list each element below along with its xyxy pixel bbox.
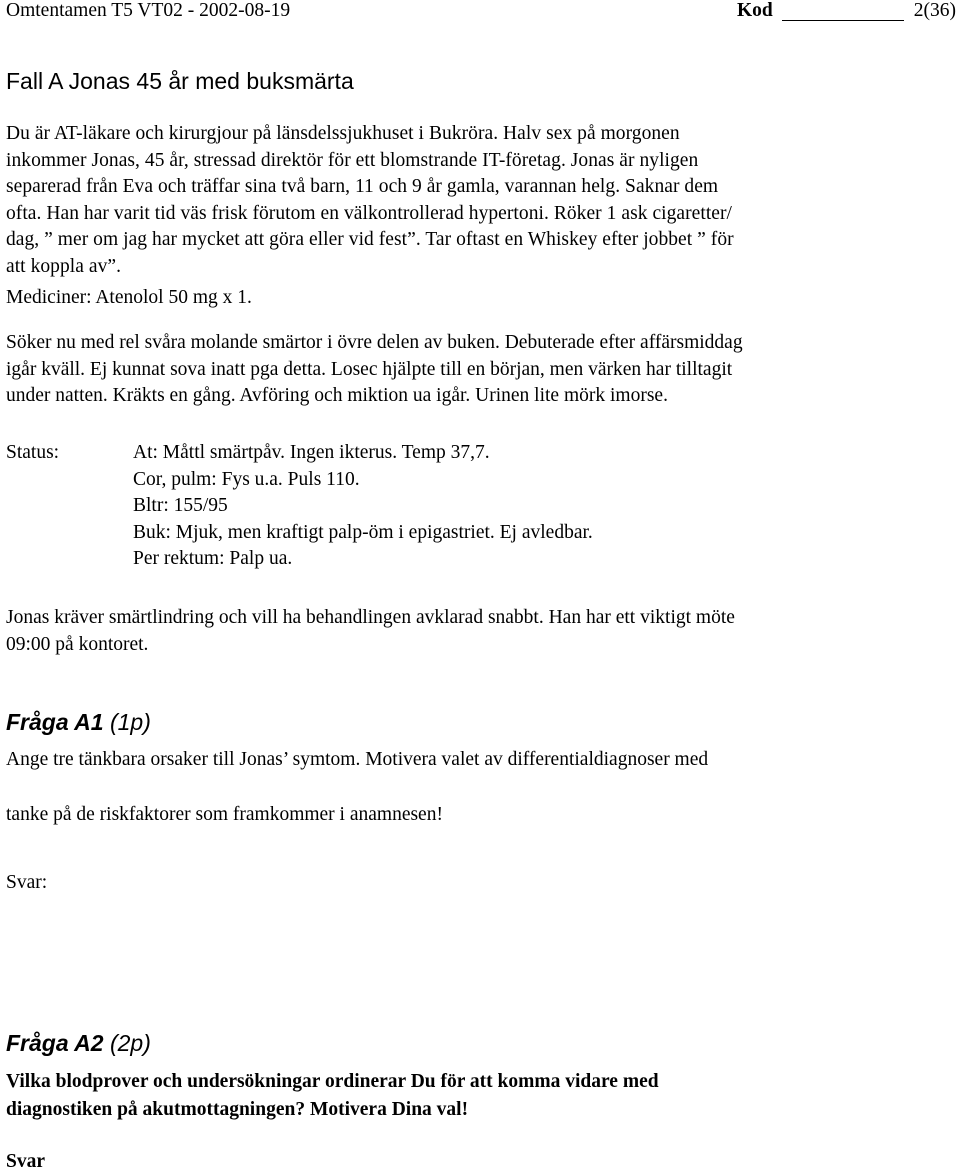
complaint-line: Söker nu med rel svåra molande smärtor i övre delen av buken. Debuterade efter affärsmiddag — [6, 332, 743, 353]
kod-answer-line — [782, 20, 904, 21]
status-label: Status: — [6, 442, 60, 463]
status-item: Cor, pulm: Fys u.a. Puls 110. — [133, 468, 360, 490]
question-a2-line: Vilka blodprover och undersökningar ordinerar Du för att komma vidare med — [6, 1071, 659, 1092]
case-intro — [6, 121, 954, 280]
page-number: 2(36) — [913, 0, 956, 21]
question-a2-text — [6, 1068, 659, 1124]
question-a1-points: (1p) — [109, 709, 151, 735]
intro-line: inkommer Jonas, 45 år, stressad direktör för ett blomstrande IT-företag. Jonas är nyligen — [6, 149, 699, 171]
question-a1-heading — [6, 709, 151, 736]
complaint-line: igår kväll. Ej kunnat sova inatt pga detta. Losec hjälpte till en början, men värken har tilltagit — [6, 358, 733, 380]
demand-line: Jonas kräver smärtlindring och vill ha behandlingen avklarad snabbt. Han har ett viktigt möte — [6, 607, 735, 628]
question-a1-text: Ange tre tänkbara orsaker till Jonas’ symtom. Motivera valet av differentialdiagnoser med — [6, 749, 709, 770]
status-item: Bltr: 155/95 — [133, 495, 228, 516]
status-items — [133, 440, 593, 573]
question-a2-title: Fråga A2 — [6, 1030, 104, 1056]
question-a2-line: diagnostiken på akutmottagningen? Motivera Dina val! — [6, 1099, 469, 1120]
question-a1-title: Fråga A1 — [6, 709, 104, 735]
intro-line: ofta. Han har varit tid väs frisk förutom en välkontrollerad hypertoni. Röker 1 ask cigaretter/ — [6, 202, 733, 224]
kod-label: Kod — [737, 0, 773, 21]
status-item: Per rektum: Palp ua. — [133, 548, 293, 569]
patient-demand — [6, 605, 954, 658]
question-a2-points: (2p) — [109, 1030, 151, 1056]
intro-line: Du är AT-läkare och kirurgjour på länsdelssjukhuset i Bukröra. Halv sex på morgonen — [6, 123, 680, 144]
medicines: Mediciner: Atenolol 50 mg x 1. — [6, 287, 252, 308]
question-a2-heading — [6, 1030, 151, 1057]
demand-line: 09:00 på kontoret. — [6, 633, 149, 655]
status-item: Buk: Mjuk, men kraftigt palp-öm i epigastriet. Ej avledbar. — [133, 521, 593, 543]
exam-title: Omtentamen T5 VT02 - 2002-08-19 — [6, 0, 291, 21]
intro-line: att koppla av”. — [6, 255, 121, 277]
complaint-line: under natten. Kräkts en gång. Avföring och miktion ua igår. Urinen lite mörk imorse. — [6, 385, 668, 406]
intro-line: dag, ” mer om jag har mycket att göra eller vid fest”. Tar oftast en Whiskey efter jobbet ” för — [6, 229, 734, 250]
question-a1-answer-label: Svar: — [6, 872, 48, 893]
question-a2-answer-label: Svar — [6, 1151, 45, 1172]
question-a1-text: tanke på de riskfaktorer som framkommer i anamnesen! — [6, 804, 443, 825]
status-item: At: Måttl smärtpåv. Ingen ikterus. Temp 37,7. — [133, 442, 490, 463]
page-header — [6, 0, 956, 26]
case-title: Fall A Jonas 45 år med buksmärta — [6, 68, 354, 94]
current-complaint — [6, 330, 954, 410]
intro-line: separerad från Eva och träffar sina två barn, 11 och 9 år gamla, varannan helg. Saknar dem — [6, 176, 719, 197]
